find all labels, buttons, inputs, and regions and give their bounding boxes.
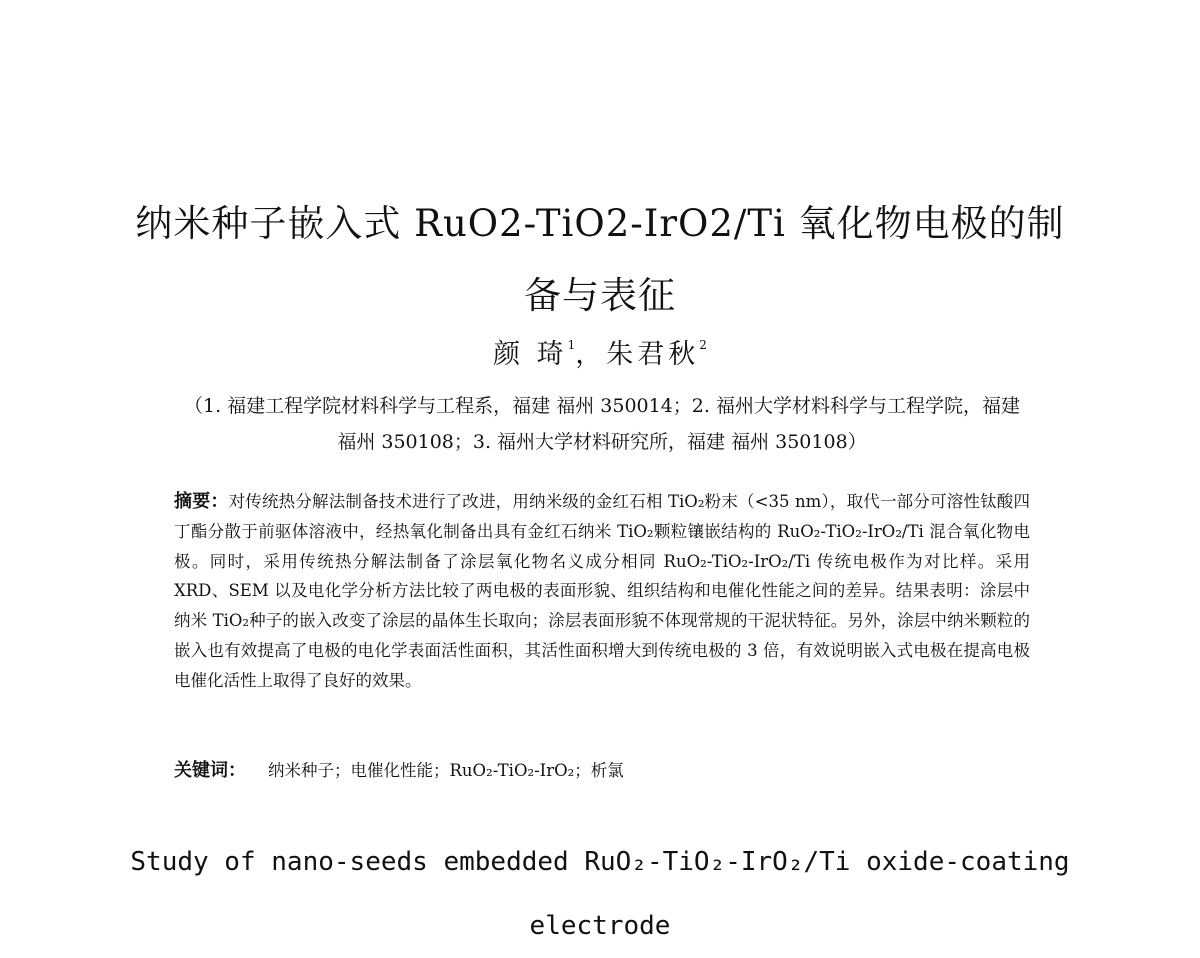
abstract-text: 对传统热分解法制备技术进行了改进，用纳米级的金红石相 TiO₂粉末（<35 nm），取代一部分可溶性钛酸四丁酯分散于前驱体溶液中，经热氧化制备出具有金红石纳米 TiO₂颗粒镶嵌结构的 RuO₂-TiO₂-IrO₂/Ti 混合氧化物电极。同时，采用传统热分解法制备了涂层氧化物名义成分相同 RuO₂-TiO₂-IrO₂/Ti 传统电极作为对比样。采用 XRD、SEM 以及电化学分析方法比较了两电极的表面形貌、组织结构和电催化性能之间的差异。结果表明：涂层中纳米 TiO₂种子的嵌入改变了涂层的晶体生长取向；涂层表面形貌不体现常规的干泥状特征。另外，涂层中纳米颗粒的嵌入也有效提高了电极的电化学表面活性面积，其活性面积增大到传统电极的 3 倍，有效说明嵌入式电极在提高电极电催化活性上取得了良好的效果。	[174, 492, 1030, 690]
paper-title: 纳米种子嵌入式 RuO2-TiO2-IrO2/Ti 氧化物电极的制备与表征	[135, 202, 1065, 317]
author-separator: ，	[575, 339, 607, 370]
author-name: 颜 琦	[493, 339, 568, 370]
author-list	[0, 332, 1200, 371]
keywords-label: 关键词：	[174, 760, 246, 781]
abstract-label: 摘要：	[174, 491, 229, 512]
keywords-text: 纳米种子；电催化性能；RuO₂-TiO₂-IrO₂；析氯	[268, 761, 624, 780]
author-affiliation-marker: 2	[699, 338, 707, 352]
author-name: 朱君秋	[606, 339, 700, 370]
keywords	[174, 756, 1030, 786]
abstract	[174, 487, 1030, 696]
english-title: Study of nano-seeds embedded RuO₂-TiO₂-IrO₂/Ti oxide-coating electrode	[130, 847, 1070, 941]
author-affiliation-marker: 1	[567, 338, 576, 352]
affiliations: （1. 福建工程学院材料科学与工程系，福建 福州 350014；2. 福州大学材料科学与工程学院，福建 福州 350108；3. 福州大学材料研究所，福建 福州 350108）	[184, 395, 1020, 453]
